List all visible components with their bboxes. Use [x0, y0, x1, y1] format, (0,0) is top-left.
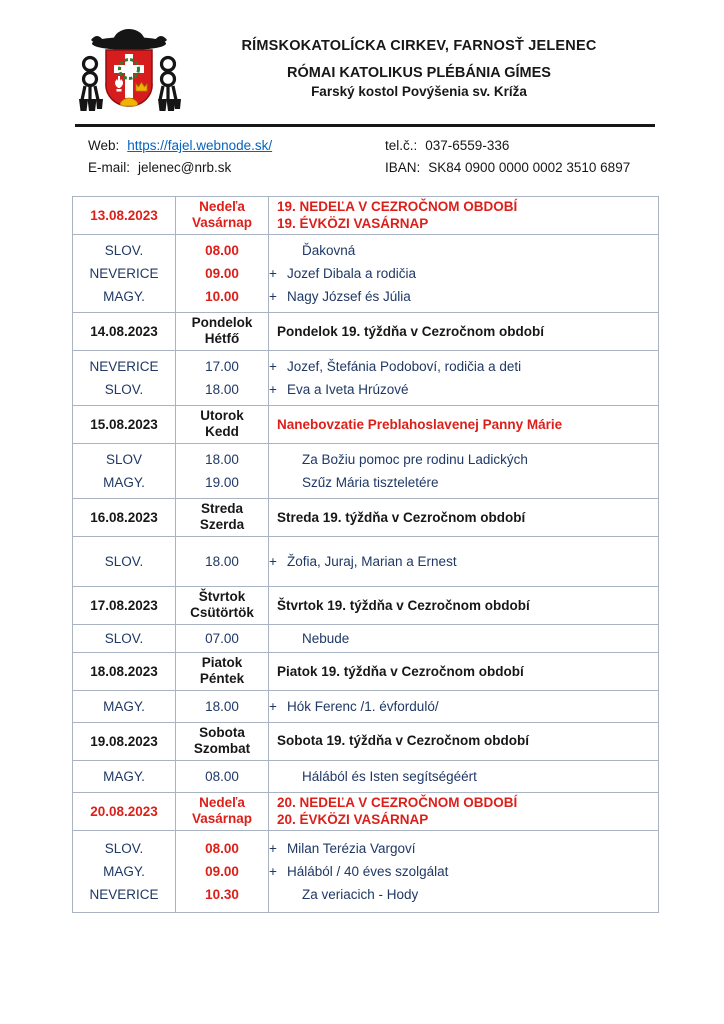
mass-intention — [269, 837, 658, 860]
plus-sign — [269, 471, 287, 494]
intention-text: Szűz Mária tiszteletére — [302, 474, 439, 490]
schedule-day-row — [73, 498, 659, 536]
mass-time: 07.00 — [205, 630, 239, 646]
plus-sign — [269, 239, 287, 262]
feast-title-line: Streda 19. týždňa v Cezročnom období — [277, 509, 526, 525]
mass-time: 08.00 — [205, 242, 239, 258]
plus-sign — [269, 448, 287, 471]
mass-place: NEVERICE — [89, 886, 159, 902]
contact-block — [88, 138, 655, 182]
iban-value: SK84 0900 0000 0002 3510 6897 — [428, 160, 631, 175]
mass-place: MAGY. — [103, 288, 145, 304]
day-name-sk: Streda — [200, 500, 244, 516]
mass-place-cell — [73, 443, 176, 498]
day-name-hu: Vasárnap — [191, 215, 253, 231]
mass-place: MAGY. — [103, 768, 145, 784]
schedule-day-row — [73, 792, 659, 830]
feast-title-cell — [269, 586, 659, 624]
feast-title-cell — [269, 652, 659, 690]
mass-time-cell — [176, 536, 269, 586]
mass-intention-cell — [269, 830, 659, 912]
mass-intention — [269, 355, 658, 378]
mass-place: MAGY. — [103, 863, 145, 879]
date-cell: 13.08.2023 — [73, 197, 176, 235]
mass-intention — [269, 239, 658, 262]
date-cell: 18.08.2023 — [73, 652, 176, 690]
plus-sign: + — [269, 698, 277, 714]
day-name-hu: Vasárnap — [191, 811, 253, 827]
schedule-mass-row — [73, 690, 659, 722]
contact-iban — [385, 160, 655, 175]
iban-label: IBAN: — [385, 160, 421, 175]
schedule-mass-row — [73, 760, 659, 792]
schedule-day-row — [73, 722, 659, 760]
date-cell: 20.08.2023 — [73, 792, 176, 830]
mass-intention — [269, 448, 658, 471]
date-cell: 19.08.2023 — [73, 722, 176, 760]
schedule-mass-row — [73, 536, 659, 586]
plus-sign: + — [269, 288, 277, 304]
mass-place: SLOV — [105, 451, 143, 467]
feast-title-line: 19. ÉVKÖZI VASÁRNAP — [277, 216, 429, 232]
plus-sign: + — [269, 381, 277, 397]
mass-place: MAGY. — [103, 474, 145, 490]
feast-title-cell — [269, 405, 659, 443]
contact-web — [88, 138, 385, 153]
mass-place-cell — [73, 760, 176, 792]
mass-intention-cell — [269, 760, 659, 792]
date-cell: 16.08.2023 — [73, 498, 176, 536]
mass-place: NEVERICE — [89, 358, 159, 374]
day-name-sk: Sobota — [199, 724, 245, 740]
day-name-sk: Nedeľa — [199, 794, 245, 810]
day-cell — [176, 722, 269, 760]
schedule-mass-row — [73, 234, 659, 312]
contact-email — [88, 160, 385, 175]
day-cell — [176, 197, 269, 235]
schedule-day-row — [73, 197, 659, 235]
mass-time: 17.00 — [205, 358, 239, 374]
plus-sign: + — [269, 840, 277, 856]
web-label: Web: — [88, 138, 120, 153]
mass-time: 10.30 — [205, 886, 239, 902]
date-cell: 14.08.2023 — [73, 312, 176, 350]
plus-sign — [269, 883, 287, 906]
day-name-sk: Piatok — [201, 654, 243, 670]
schedule-day-row — [73, 312, 659, 350]
contact-row-2 — [88, 160, 655, 175]
feast-title-line: Pondelok 19. týždňa v Cezročnom období — [277, 323, 545, 339]
mass-time: 10.00 — [205, 288, 239, 304]
plus-sign — [269, 627, 287, 650]
schedule-day-row — [73, 652, 659, 690]
plus-sign: + — [269, 863, 277, 879]
schedule-mass-row — [73, 624, 659, 652]
schedule-mass-row — [73, 830, 659, 912]
schedule-day-row — [73, 586, 659, 624]
email-value: jelenec@nrb.sk — [138, 160, 232, 175]
website-link[interactable]: https://fajel.webnode.sk/ — [127, 138, 273, 153]
tel-label: tel.č.: — [385, 138, 418, 153]
document-header — [75, 24, 655, 122]
mass-place-cell — [73, 536, 176, 586]
day-cell — [176, 792, 269, 830]
schedule-mass-row — [73, 350, 659, 405]
intention-text: Nebude — [302, 630, 350, 646]
mass-time-cell — [176, 443, 269, 498]
mass-intention — [269, 471, 658, 494]
mass-place: NEVERICE — [89, 265, 159, 281]
day-name-hu: Szerda — [199, 517, 245, 533]
day-name-sk: Štvrtok — [198, 588, 246, 604]
mass-place: SLOV. — [104, 553, 144, 569]
parish-coat-of-arms-icon — [75, 24, 183, 122]
day-name-hu: Csütörtök — [190, 605, 254, 621]
mass-intention-cell — [269, 536, 659, 586]
schedule-table-body — [73, 197, 659, 913]
day-cell — [176, 312, 269, 350]
intention-text: Ďakovná — [302, 242, 356, 258]
mass-time: 18.00 — [205, 698, 239, 714]
mass-place-cell — [73, 830, 176, 912]
mass-intention — [269, 860, 658, 883]
feast-title-cell — [269, 312, 659, 350]
day-name-hu: Péntek — [199, 671, 245, 687]
mass-place: MAGY. — [103, 698, 145, 714]
day-cell — [176, 586, 269, 624]
day-cell — [176, 405, 269, 443]
date-cell: 17.08.2023 — [73, 586, 176, 624]
mass-intention-cell — [269, 234, 659, 312]
feast-title-line: 19. NEDEĽA V CEZROČNOM OBDOBÍ — [277, 199, 518, 215]
day-name-hu: Kedd — [205, 424, 239, 440]
intention-text: Nagy József és Júlia — [287, 288, 411, 304]
intention-text: Za veriacich - Hody — [302, 886, 419, 902]
mass-place: SLOV. — [104, 630, 144, 646]
contact-row-1 — [88, 138, 655, 153]
day-name-sk: Pondelok — [191, 314, 253, 330]
mass-intention-cell — [269, 624, 659, 652]
parish-title-sk: RÍMSKOKATOLÍCKA CIRKEV, FARNOSŤ JELENEC — [241, 38, 597, 54]
feast-title-cell — [269, 792, 659, 830]
mass-place-cell — [73, 690, 176, 722]
header-divider — [75, 124, 655, 127]
church-subtitle: Farský kostol Povýšenia sv. Kríža — [311, 84, 527, 99]
schedule-mass-row — [73, 443, 659, 498]
plus-sign: + — [269, 265, 277, 281]
feast-title-line: 20. NEDEĽA V CEZROČNOM OBDOBÍ — [277, 794, 518, 810]
day-name-hu: Szombat — [193, 741, 251, 757]
day-name-hu: Hétfő — [204, 331, 240, 347]
intention-text: Hálából / 40 éves szolgálat — [287, 863, 449, 879]
day-name-sk: Nedeľa — [199, 199, 245, 214]
mass-time: 08.00 — [205, 768, 239, 784]
day-cell — [176, 498, 269, 536]
mass-intention — [269, 765, 658, 788]
mass-time: 09.00 — [205, 863, 239, 879]
mass-place: SLOV. — [104, 242, 144, 258]
intention-text: Jozef Dibala a rodičia — [287, 265, 417, 281]
contact-tel — [385, 138, 655, 153]
mass-intention — [269, 262, 658, 285]
intention-text: Milan Terézia Vargoví — [287, 840, 416, 856]
mass-place: SLOV. — [104, 840, 144, 856]
day-name-sk: Utorok — [200, 407, 244, 423]
intention-text: Jozef, Štefánia Podoboví, rodičia a deti — [287, 358, 522, 374]
feast-title-line: Sobota 19. týždňa v Cezročnom období — [277, 733, 530, 749]
feast-title-line: 20. ÉVKÖZI VASÁRNAP — [277, 812, 429, 828]
mass-place-cell — [73, 234, 176, 312]
feast-title-line: Piatok 19. týždňa v Cezročnom období — [277, 663, 524, 679]
mass-intention — [269, 695, 658, 718]
feast-title-cell — [269, 722, 659, 760]
mass-time: 18.00 — [205, 381, 239, 397]
mass-intention — [269, 883, 658, 906]
mass-time-cell — [176, 690, 269, 722]
mass-intention-cell — [269, 443, 659, 498]
feast-title-cell — [269, 498, 659, 536]
mass-intention — [269, 627, 658, 650]
day-cell — [176, 652, 269, 690]
mass-place-cell — [73, 624, 176, 652]
mass-time-cell — [176, 350, 269, 405]
mass-time-cell — [176, 760, 269, 792]
email-label: E-mail: — [88, 160, 131, 175]
mass-time: 19.00 — [205, 474, 239, 490]
plus-sign — [269, 765, 287, 788]
mass-intention — [269, 550, 658, 573]
mass-place: SLOV. — [104, 381, 144, 397]
mass-time-cell — [176, 234, 269, 312]
mass-intention — [269, 378, 658, 401]
plus-sign: + — [269, 553, 277, 569]
mass-time: 18.00 — [205, 451, 239, 467]
mass-time: 18.00 — [205, 553, 239, 569]
schedule-day-row — [73, 405, 659, 443]
mass-intention-cell — [269, 690, 659, 722]
intention-text: Za Božiu pomoc pre rodinu Ladických — [302, 451, 528, 467]
intention-text: Hálából és Isten segítségéért — [302, 768, 477, 784]
intention-text: Hók Ferenc /1. évforduló/ — [287, 698, 439, 714]
intention-text: Žofia, Juraj, Marian a Ernest — [287, 553, 457, 569]
feast-title-line: Štvrtok 19. týždňa v Cezročnom období — [277, 597, 530, 613]
intention-text: Eva a Iveta Hrúzové — [287, 381, 409, 397]
feast-title-cell — [269, 197, 659, 235]
mass-intention — [269, 285, 658, 308]
header-titles — [183, 24, 655, 99]
mass-time-cell — [176, 624, 269, 652]
mass-intention-cell — [269, 350, 659, 405]
mass-place-cell — [73, 350, 176, 405]
parish-title-hu: RÓMAI KATOLIKUS PLÉBÁNIA GÍMES — [287, 65, 551, 81]
mass-time-cell — [176, 830, 269, 912]
date-cell: 15.08.2023 — [73, 405, 176, 443]
plus-sign: + — [269, 358, 277, 374]
tel-value: 037-6559-336 — [425, 138, 510, 153]
feast-title-line: Nanebovzatie Preblahoslavenej Panny Márie — [277, 416, 563, 432]
mass-schedule-table — [72, 196, 659, 913]
mass-time: 09.00 — [205, 265, 239, 281]
mass-time: 08.00 — [205, 840, 239, 856]
